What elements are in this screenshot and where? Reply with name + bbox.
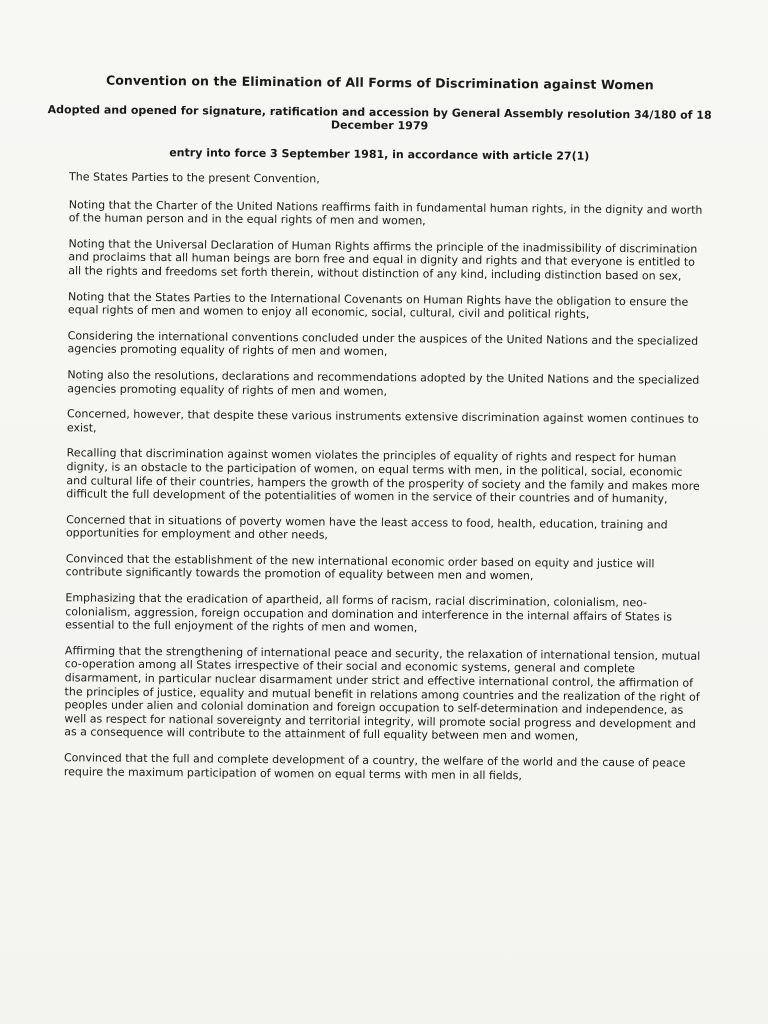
preamble-paragraph: Noting that the States Parties to the International Covenants on Human Rights have the obligation to ensure the equal rights of men and women to enjoy all economic, social, cultural, civil and political rights, [67, 289, 689, 321]
entry-into-force: entry into force 3 September 1981, in accordance with article 27(1) [169, 146, 590, 163]
preamble-paragraph: Considering the international conventions concluded under the auspices of the United Nations and the specialized agencies promoting equality of rights of men and women, [67, 329, 699, 359]
document-title: Convention on the Elimination of All Forms of Discrimination against Women [105, 72, 654, 93]
preamble-intro: The States Parties to the present Convention, [69, 170, 320, 186]
document-subtitle: Adopted and opened for signature, ratification and accession by General Assembly resolution 34/180 of 18 December 1979 [47, 103, 712, 133]
preamble-paragraph: Concerned, however, that despite these various instruments extensive discrimination against women continues to exist, [66, 407, 699, 435]
preamble-paragraph: Emphasizing that the eradication of apartheid, all forms of racism, racial discrimination, colonialism, neo-colonialism, aggression, foreign occupation and domination and interference in the internal affairs of States is essential to the full enjoyment of the rights of men and women, [65, 591, 673, 635]
preamble-paragraph: Concerned that in situations of poverty women have the least access to food, health, education, training and opportunities for employment and other needs, [65, 512, 668, 542]
preamble-paragraph: Affirming that the strengthening of international peace and security, the relaxation of international tension, mutual co-operation among all States irrespective of their social and economic systems, general and complete disarmament, in particular nuclear disarmament under strict and effective international control, the affirmation of the principles of justice, equality and mutual benefit in relations among countries and the realization of the right of peoples under alien and colonial domination and foreign occupation to self-determination and independence, as well as respect for national sovereignty and territorial integrity, will promote social progress and development and as a consequence will contribute to the attainment of full equality between men and women, [64, 644, 701, 744]
preamble-paragraph: Convinced that the full and complete development of a country, the welfare of the world and the cause of peace require the maximum participation of women on equal terms with men in all fields, [63, 751, 686, 782]
preamble-paragraph: Recalling that discrimination against women violates the principles of equality of rights and respect for human dignity, is an obstacle to the participation of women, on equal terms with men, in the political, social, economic and cultural life of their countries, hampers the growth of the prosperity of society and the family and makes more difficult the full development of the potentialities of women in the service of their countries and of humanity, [66, 446, 700, 506]
preamble-paragraph: Convinced that the establishment of the new international economic order based on equity and justice will contribute significantly towards the promotion of equality between men and women, [65, 552, 655, 583]
document-body [34, 72, 720, 796]
preamble-paragraph: Noting also the resolutions, declarations and recommendations adopted by the United Nations and the specialized agencies promoting equality of rights of men and women, [67, 368, 700, 398]
preamble-paragraph: Noting that the Charter of the United Nations reaffirms faith in fundamental human rights, in the dignity and worth of the human person and in the equal rights of men and women, [68, 197, 703, 228]
preamble-paragraph: Noting that the Universal Declaration of Human Rights affirms the principle of the inadmissibility of discrimination and proclaims that all human beings are born free and equal in dignity and rights and that everyone is entitled to all the rights and freedoms set forth therein, without distinction of any kind, including distinction based on sex, [68, 237, 698, 283]
